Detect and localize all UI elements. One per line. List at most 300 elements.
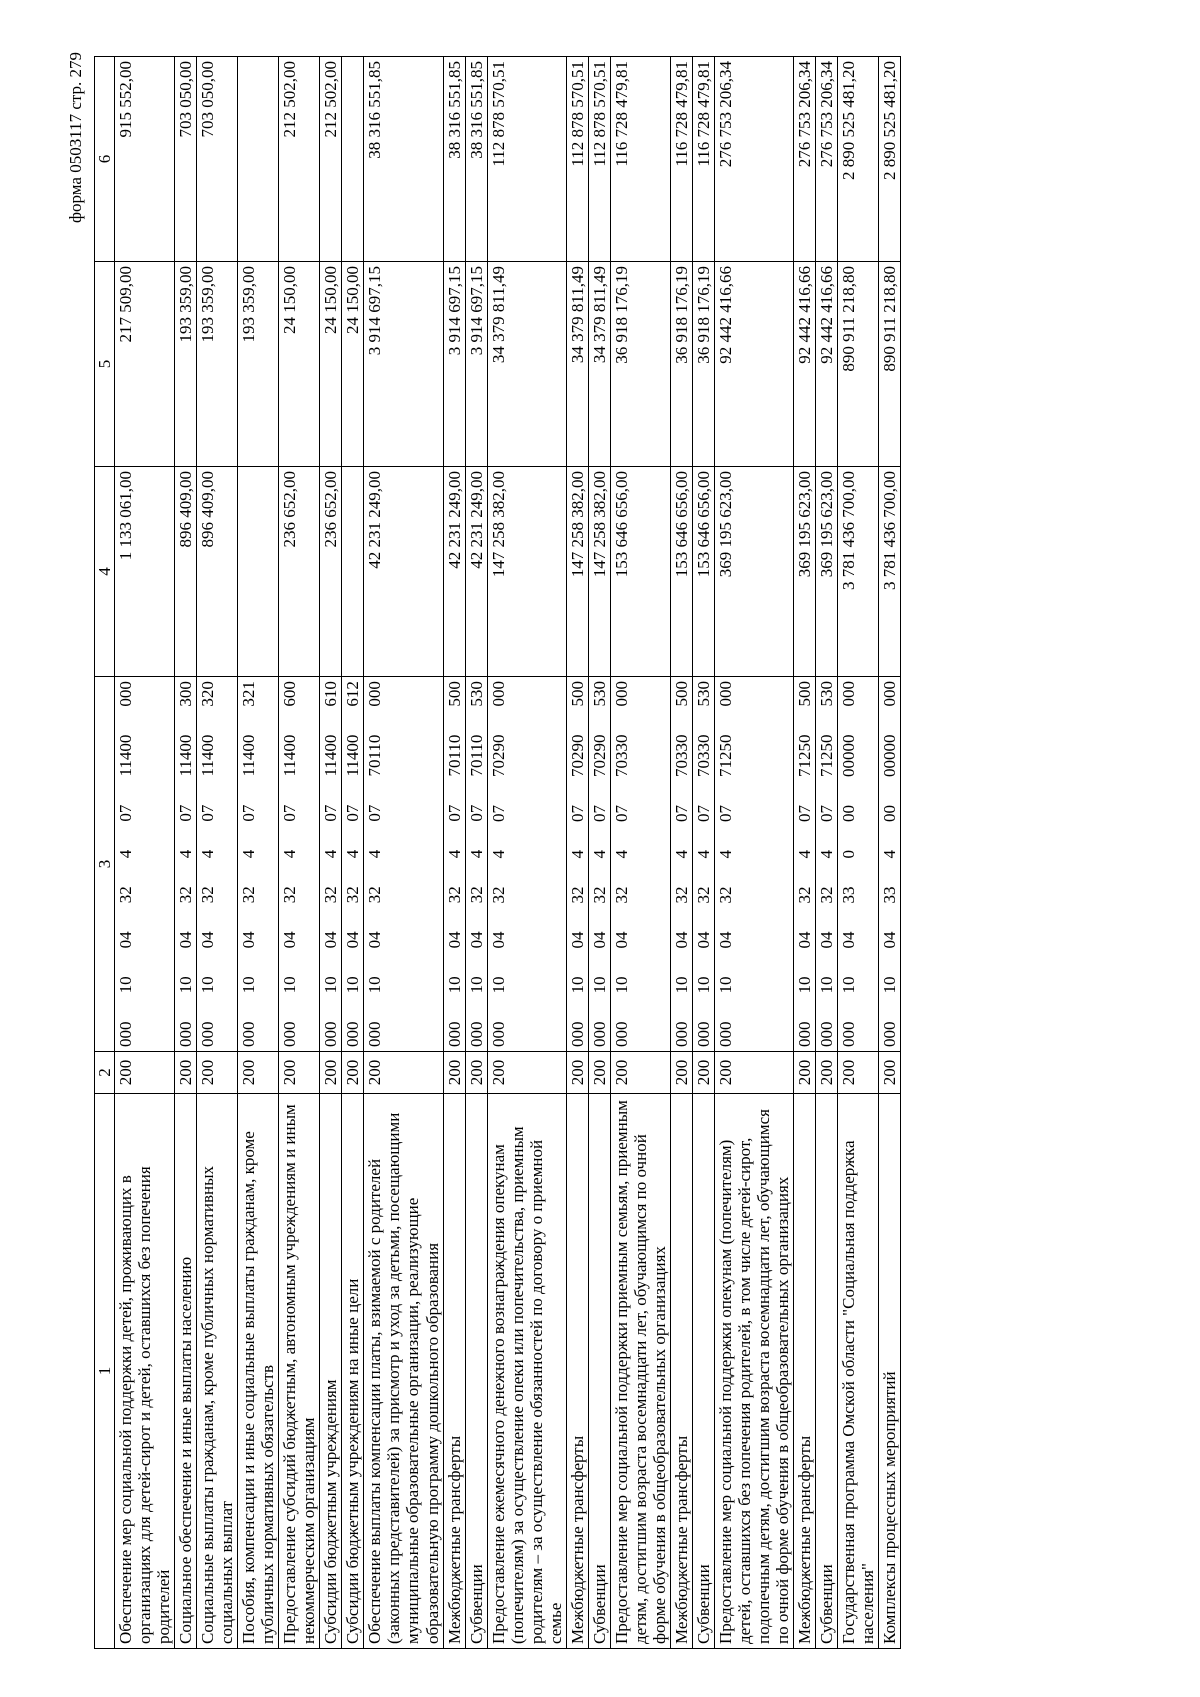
budget-code-segment: 10 xyxy=(321,976,341,994)
row-executed-amount: 34 379 811,49 xyxy=(588,262,610,467)
row-approved-amount: 369 195 623,00 xyxy=(794,467,816,677)
budget-code-segment: 11400 xyxy=(116,734,136,777)
budget-code-segment: 10 xyxy=(567,976,587,994)
budget-code-segment: 32 xyxy=(321,886,341,904)
budget-code-segment: 500 xyxy=(567,681,587,707)
budget-code-segment: 320 xyxy=(198,681,218,707)
row-executed-amount: 217 509,00 xyxy=(115,262,175,467)
row-line-code: 200 xyxy=(197,1052,238,1094)
row-executed-amount: 24 150,00 xyxy=(342,262,364,467)
budget-code-segment: 000 xyxy=(567,1021,587,1047)
budget-code-segment: 300 xyxy=(176,681,196,707)
budget-code-segment: 04 xyxy=(239,931,259,949)
row-line-code: 200 xyxy=(714,1052,793,1094)
budget-code-segment: 000 xyxy=(365,1021,385,1047)
budget-code-segment: 10 xyxy=(365,976,385,994)
budget-code-segment: 04 xyxy=(817,931,837,949)
budget-code-segment: 000 xyxy=(488,681,508,707)
budget-code-segment: 530 xyxy=(589,681,609,707)
row-approved-amount: 896 409,00 xyxy=(197,467,238,677)
table-row xyxy=(197,57,238,1649)
budget-code-segment: 000 xyxy=(611,681,631,707)
row-approved-amount: 42 231 249,00 xyxy=(364,467,443,677)
row-line-code: 200 xyxy=(838,1052,879,1094)
budget-code-segment: 10 xyxy=(880,976,900,994)
budget-code-segment: 000 xyxy=(715,681,735,707)
budget-code-segment: 32 xyxy=(817,886,837,904)
budget-code-parts xyxy=(694,681,713,1047)
row-unexecuted-amount: 915 552,00 xyxy=(115,57,175,262)
budget-code-segment: 4 xyxy=(880,850,900,859)
budget-code-segment: 4 xyxy=(444,849,464,859)
row-approved-amount xyxy=(238,467,279,677)
budget-code-segment: 07 xyxy=(444,804,464,822)
budget-code-segment: 32 xyxy=(280,886,300,904)
column-header: 3 xyxy=(95,677,115,1052)
budget-code-segment: 000 xyxy=(589,1021,609,1047)
column-header: 1 xyxy=(95,1094,115,1649)
row-budget-code xyxy=(610,677,670,1052)
budget-code-segment: 10 xyxy=(116,976,136,994)
budget-code-segment: 07 xyxy=(343,804,363,822)
row-name: Предоставление субсидий бюджетным, автономным учреждениям и иным некоммерческим организациям xyxy=(279,1094,320,1649)
row-unexecuted-amount: 212 502,00 xyxy=(320,57,342,262)
row-unexecuted-amount xyxy=(238,57,279,262)
row-approved-amount: 896 409,00 xyxy=(175,467,197,677)
row-line-code: 200 xyxy=(588,1052,610,1094)
budget-code-parts xyxy=(672,681,691,1047)
budget-code-segment: 000 xyxy=(880,1021,900,1047)
budget-code-segment: 32 xyxy=(567,886,587,904)
row-name: Пособия, компенсации и иные социальные выплаты гражданам, кроме публичных нормативных обязательств xyxy=(238,1094,279,1649)
table-row xyxy=(487,57,566,1649)
column-header: 6 xyxy=(95,57,115,262)
row-budget-code xyxy=(816,677,838,1052)
row-name: Государственная программа Омской области "Социальная поддержка населения" xyxy=(838,1094,879,1649)
budget-code-segment: 07 xyxy=(795,805,815,822)
budget-code-segment: 000 xyxy=(280,1021,300,1047)
budget-code-parts xyxy=(880,681,899,1047)
row-budget-code xyxy=(838,677,879,1052)
table-row xyxy=(588,57,610,1649)
budget-code-segment: 07 xyxy=(466,804,486,822)
row-approved-amount: 42 231 249,00 xyxy=(465,467,487,677)
row-unexecuted-amount: 2 890 525 481,20 xyxy=(838,57,879,262)
row-executed-amount: 92 442 416,66 xyxy=(714,262,793,467)
row-unexecuted-amount: 212 502,00 xyxy=(279,57,320,262)
table-row xyxy=(816,57,838,1649)
table-row xyxy=(279,57,320,1649)
budget-code-segment: 32 xyxy=(466,886,486,904)
row-budget-code xyxy=(487,677,566,1052)
budget-code-segment: 07 xyxy=(488,805,508,822)
budget-code-segment: 000 xyxy=(365,681,385,707)
row-line-code: 200 xyxy=(465,1052,487,1094)
row-name: Предоставление мер социальной поддержки приемным семьям, приемным детям, достигшим возраста восемнадцати лет, обучающимся по очной форме обучения в общеобразовательных организациях xyxy=(610,1094,670,1649)
budget-code-segment: 07 xyxy=(198,804,218,822)
row-line-code: 200 xyxy=(566,1052,588,1094)
budget-code-segment: 07 xyxy=(611,805,631,822)
row-name: Предоставление ежемесячного денежного вознаграждения опекунам (попечителям) за осуществление опеки или попечительства, приемным родителям – за осуществление обязанностей по договору о приемной семье xyxy=(487,1094,566,1649)
budget-code-segment: 000 xyxy=(176,1021,196,1047)
budget-code-segment: 32 xyxy=(715,886,735,904)
budget-code-segment: 10 xyxy=(176,976,196,994)
budget-code-segment: 00000 xyxy=(880,734,900,777)
row-executed-amount: 92 442 416,66 xyxy=(816,262,838,467)
budget-code-segment: 10 xyxy=(343,976,363,994)
budget-code-segment: 04 xyxy=(693,931,713,949)
row-approved-amount: 236 652,00 xyxy=(279,467,320,677)
budget-code-parts xyxy=(467,681,486,1047)
row-budget-code xyxy=(279,677,320,1052)
table-row xyxy=(443,57,465,1649)
budget-code-segment: 000 xyxy=(671,1021,691,1047)
row-unexecuted-amount: 116 728 479,81 xyxy=(670,57,692,262)
budget-code-segment: 70330 xyxy=(611,734,631,777)
budget-code-segment: 000 xyxy=(444,1021,464,1047)
budget-code-segment: 000 xyxy=(839,681,859,707)
budget-code-segment: 4 xyxy=(611,850,631,859)
table-row xyxy=(879,57,901,1649)
budget-code-segment: 32 xyxy=(239,886,259,904)
budget-code-segment: 4 xyxy=(239,849,259,859)
budget-code-segment: 600 xyxy=(280,681,300,707)
budget-code-segment: 4 xyxy=(715,850,735,859)
budget-code-segment: 00 xyxy=(880,805,900,822)
budget-code-segment: 07 xyxy=(693,805,713,822)
row-approved-amount: 153 646 656,00 xyxy=(692,467,714,677)
budget-code-segment: 07 xyxy=(671,805,691,822)
budget-code-segment: 000 xyxy=(488,1021,508,1047)
table-row xyxy=(115,57,175,1649)
column-header: 5 xyxy=(95,262,115,467)
budget-code-segment: 04 xyxy=(488,931,508,949)
row-executed-amount: 890 911 218,80 xyxy=(879,262,901,467)
budget-code-segment: 10 xyxy=(444,976,464,994)
budget-code-parts xyxy=(116,681,135,1047)
row-budget-code xyxy=(465,677,487,1052)
row-approved-amount: 369 195 623,00 xyxy=(816,467,838,677)
table-row xyxy=(465,57,487,1649)
row-executed-amount: 3 914 697,15 xyxy=(364,262,443,467)
budget-code-segment: 000 xyxy=(839,1021,859,1047)
row-name: Субвенции xyxy=(588,1094,610,1649)
row-name: Обеспечение выплаты компенсации платы, взимаемой с родителей (законных представителей) за присмотр и уход за детьми, посещающими муниципальные образовательные организации, реализующие образовательную программу дошкольного образования xyxy=(364,1094,443,1649)
row-unexecuted-amount: 276 753 206,34 xyxy=(794,57,816,262)
budget-code-segment: 4 xyxy=(343,849,363,859)
row-unexecuted-amount: 38 316 551,85 xyxy=(465,57,487,262)
budget-code-segment: 04 xyxy=(795,931,815,949)
budget-code-segment: 10 xyxy=(693,976,713,994)
budget-code-segment: 04 xyxy=(567,931,587,949)
row-name: Социальные выплаты гражданам, кроме публичных нормативных социальных выплат xyxy=(197,1094,238,1649)
row-line-code: 200 xyxy=(320,1052,342,1094)
budget-code-segment: 4 xyxy=(365,849,385,859)
budget-code-parts xyxy=(716,681,735,1047)
budget-code-segment: 000 xyxy=(715,1021,735,1047)
row-line-code: 200 xyxy=(175,1052,197,1094)
row-executed-amount: 193 359,00 xyxy=(197,262,238,467)
budget-code-segment: 32 xyxy=(488,886,508,904)
budget-code-parts xyxy=(239,681,258,1047)
budget-code-segment: 4 xyxy=(198,849,218,859)
budget-code-parts xyxy=(343,681,362,1047)
budget-code-segment: 10 xyxy=(198,976,218,994)
row-budget-code xyxy=(879,677,901,1052)
budget-code-segment: 71250 xyxy=(715,734,735,777)
budget-code-segment: 10 xyxy=(239,976,259,994)
row-unexecuted-amount: 703 050,00 xyxy=(197,57,238,262)
row-name: Межбюджетные трансферты xyxy=(670,1094,692,1649)
budget-code-segment: 04 xyxy=(589,931,609,949)
row-executed-amount: 890 911 218,80 xyxy=(838,262,879,467)
budget-code-segment: 70330 xyxy=(671,734,691,777)
budget-code-segment: 04 xyxy=(444,931,464,949)
row-name: Субсидии бюджетным учреждениям xyxy=(320,1094,342,1649)
budget-code-segment: 07 xyxy=(280,804,300,822)
budget-code-segment: 04 xyxy=(321,931,341,949)
budget-code-segment: 07 xyxy=(116,804,136,822)
budget-code-segment: 500 xyxy=(444,681,464,707)
budget-code-segment: 04 xyxy=(198,931,218,949)
row-line-code: 200 xyxy=(816,1052,838,1094)
budget-code-parts xyxy=(321,681,340,1047)
budget-code-segment: 32 xyxy=(589,886,609,904)
budget-code-segment: 04 xyxy=(343,931,363,949)
budget-code-segment: 000 xyxy=(693,1021,713,1047)
row-approved-amount xyxy=(342,467,364,677)
budget-code-segment: 000 xyxy=(343,1021,363,1047)
budget-code-segment: 4 xyxy=(795,850,815,859)
row-unexecuted-amount: 276 753 206,34 xyxy=(816,57,838,262)
row-executed-amount: 193 359,00 xyxy=(175,262,197,467)
budget-code-segment: 07 xyxy=(365,804,385,822)
budget-code-parts xyxy=(568,681,587,1047)
budget-code-parts xyxy=(817,681,836,1047)
budget-code-segment: 32 xyxy=(611,886,631,904)
row-approved-amount: 153 646 656,00 xyxy=(610,467,670,677)
row-approved-amount: 3 781 436 700,00 xyxy=(879,467,901,677)
row-budget-code xyxy=(364,677,443,1052)
budget-code-parts xyxy=(612,681,631,1047)
budget-code-segment: 70290 xyxy=(488,734,508,777)
table-row xyxy=(320,57,342,1649)
budget-code-segment: 500 xyxy=(795,681,815,707)
budget-code-segment: 04 xyxy=(611,931,631,949)
budget-code-parts xyxy=(280,681,299,1047)
row-name: Субвенции xyxy=(465,1094,487,1649)
budget-code-segment: 10 xyxy=(795,976,815,994)
table-row xyxy=(610,57,670,1649)
row-unexecuted-amount: 116 728 479,81 xyxy=(610,57,670,262)
row-name: Межбюджетные трансферты xyxy=(566,1094,588,1649)
budget-code-segment: 04 xyxy=(176,931,196,949)
budget-code-segment: 000 xyxy=(611,1021,631,1047)
budget-code-parts xyxy=(489,681,508,1047)
row-approved-amount: 42 231 249,00 xyxy=(443,467,465,677)
budget-code-parts xyxy=(176,681,195,1047)
row-approved-amount: 153 646 656,00 xyxy=(670,467,692,677)
budget-code-segment: 32 xyxy=(343,886,363,904)
budget-code-segment: 70110 xyxy=(466,734,486,777)
budget-code-segment: 32 xyxy=(444,886,464,904)
budget-code-segment: 000 xyxy=(466,1021,486,1047)
row-name: Социальное обеспечение и иные выплаты населению xyxy=(175,1094,197,1649)
column-header: 2 xyxy=(95,1052,115,1094)
budget-code-segment: 321 xyxy=(239,681,259,707)
row-executed-amount: 3 914 697,15 xyxy=(465,262,487,467)
budget-code-segment: 11400 xyxy=(176,734,196,777)
budget-code-parts xyxy=(839,681,858,1047)
row-executed-amount: 36 918 176,19 xyxy=(610,262,670,467)
budget-code-segment: 4 xyxy=(589,850,609,859)
row-unexecuted-amount: 38 316 551,85 xyxy=(443,57,465,262)
row-budget-code xyxy=(197,677,238,1052)
row-executed-amount: 24 150,00 xyxy=(279,262,320,467)
row-budget-code xyxy=(670,677,692,1052)
budget-code-segment: 32 xyxy=(116,886,136,904)
budget-code-segment: 10 xyxy=(488,976,508,994)
budget-code-segment: 33 xyxy=(880,886,900,904)
row-approved-amount: 147 258 382,00 xyxy=(487,467,566,677)
budget-code-segment: 000 xyxy=(817,1021,837,1047)
row-executed-amount: 34 379 811,49 xyxy=(566,262,588,467)
row-approved-amount: 1 133 061,00 xyxy=(115,467,175,677)
table-row xyxy=(364,57,443,1649)
row-name: Комплексы процессных мероприятий xyxy=(879,1094,901,1649)
row-budget-code xyxy=(794,677,816,1052)
budget-code-segment: 4 xyxy=(321,849,341,859)
budget-code-segment: 70110 xyxy=(444,734,464,777)
budget-code-segment: 33 xyxy=(839,886,859,904)
row-name: Субвенции xyxy=(816,1094,838,1649)
row-budget-code xyxy=(692,677,714,1052)
row-line-code: 200 xyxy=(670,1052,692,1094)
row-budget-code xyxy=(115,677,175,1052)
budget-code-segment: 4 xyxy=(693,850,713,859)
budget-code-segment: 10 xyxy=(817,976,837,994)
row-name: Предоставление мер социальной поддержки опекунам (попечителям) детей, оставшихся без попечения родителей, в том числе детей-сирот, подопечным детям, достигшим возраста восемнадцати лет, обучающимся по очной форме обучения в общеобразовательных организациях xyxy=(714,1094,793,1649)
budget-code-segment: 00 xyxy=(839,805,859,822)
budget-code-segment: 000 xyxy=(198,1021,218,1047)
row-budget-code xyxy=(588,677,610,1052)
budget-code-segment: 530 xyxy=(817,681,837,707)
budget-code-segment: 000 xyxy=(321,1021,341,1047)
row-executed-amount: 36 918 176,19 xyxy=(670,262,692,467)
column-number-row xyxy=(95,57,115,1649)
table-row xyxy=(175,57,197,1649)
row-line-code: 200 xyxy=(279,1052,320,1094)
budget-code-segment: 07 xyxy=(589,805,609,822)
budget-code-segment: 4 xyxy=(488,850,508,859)
row-budget-code xyxy=(566,677,588,1052)
budget-code-segment: 10 xyxy=(466,976,486,994)
row-approved-amount: 369 195 623,00 xyxy=(714,467,793,677)
budget-code-segment: 4 xyxy=(466,849,486,859)
budget-code-parts xyxy=(445,681,464,1047)
row-executed-amount: 3 914 697,15 xyxy=(443,262,465,467)
budget-code-segment: 04 xyxy=(715,931,735,949)
budget-code-segment: 0 xyxy=(839,850,859,859)
budget-code-segment: 612 xyxy=(343,681,363,707)
report-table xyxy=(94,56,901,1649)
row-line-code: 200 xyxy=(692,1052,714,1094)
row-unexecuted-amount: 38 316 551,85 xyxy=(364,57,443,262)
budget-code-segment: 32 xyxy=(693,886,713,904)
row-line-code: 200 xyxy=(794,1052,816,1094)
row-unexecuted-amount xyxy=(342,57,364,262)
row-name: Обеспечение мер социальной поддержки детей, проживающих в организациях для детей-сирот и детей, оставшихся без попечения родителей xyxy=(115,1094,175,1649)
budget-code-segment: 10 xyxy=(611,976,631,994)
row-unexecuted-amount: 112 878 570,51 xyxy=(566,57,588,262)
row-budget-code xyxy=(175,677,197,1052)
table-row xyxy=(838,57,879,1649)
budget-code-segment: 00000 xyxy=(839,734,859,777)
budget-code-segment: 07 xyxy=(321,804,341,822)
row-budget-code xyxy=(342,677,364,1052)
budget-code-parts xyxy=(795,681,814,1047)
table-row xyxy=(714,57,793,1649)
budget-code-segment: 10 xyxy=(589,976,609,994)
budget-code-segment: 11400 xyxy=(321,734,341,777)
row-line-code: 200 xyxy=(487,1052,566,1094)
budget-code-segment: 500 xyxy=(671,681,691,707)
row-unexecuted-amount: 276 753 206,34 xyxy=(714,57,793,262)
budget-code-segment: 70290 xyxy=(567,734,587,777)
row-budget-code xyxy=(320,677,342,1052)
budget-code-segment: 11400 xyxy=(239,734,259,777)
row-line-code: 200 xyxy=(879,1052,901,1094)
table-row xyxy=(794,57,816,1649)
table-row xyxy=(238,57,279,1649)
budget-code-parts xyxy=(198,681,217,1047)
budget-code-segment: 71250 xyxy=(817,734,837,777)
row-executed-amount: 92 442 416,66 xyxy=(794,262,816,467)
row-line-code: 200 xyxy=(342,1052,364,1094)
table-row xyxy=(342,57,364,1649)
row-approved-amount: 147 258 382,00 xyxy=(588,467,610,677)
budget-code-parts xyxy=(365,681,384,1047)
row-line-code: 200 xyxy=(610,1052,670,1094)
budget-code-segment: 04 xyxy=(839,931,859,949)
budget-code-segment: 32 xyxy=(795,886,815,904)
row-line-code: 200 xyxy=(364,1052,443,1094)
budget-code-segment: 04 xyxy=(116,931,136,949)
budget-code-segment: 4 xyxy=(116,849,136,859)
budget-code-segment: 04 xyxy=(365,931,385,949)
budget-code-segment: 32 xyxy=(671,886,691,904)
row-budget-code xyxy=(714,677,793,1052)
budget-code-segment: 70330 xyxy=(693,734,713,777)
budget-code-parts xyxy=(590,681,609,1047)
row-unexecuted-amount: 2 890 525 481,20 xyxy=(879,57,901,262)
budget-code-segment: 4 xyxy=(176,849,196,859)
row-approved-amount: 3 781 436 700,00 xyxy=(838,467,879,677)
row-executed-amount: 193 359,00 xyxy=(238,262,279,467)
budget-code-segment: 70290 xyxy=(589,734,609,777)
row-name: Межбюджетные трансферты xyxy=(794,1094,816,1649)
budget-code-segment: 07 xyxy=(715,805,735,822)
row-executed-amount: 24 150,00 xyxy=(320,262,342,467)
budget-code-segment: 000 xyxy=(116,681,136,707)
budget-code-segment: 000 xyxy=(239,1021,259,1047)
row-line-code: 200 xyxy=(443,1052,465,1094)
budget-code-segment: 04 xyxy=(880,931,900,949)
budget-code-segment: 11400 xyxy=(198,734,218,777)
row-unexecuted-amount: 112 878 570,51 xyxy=(588,57,610,262)
budget-code-segment: 07 xyxy=(567,805,587,822)
budget-code-segment: 4 xyxy=(567,850,587,859)
